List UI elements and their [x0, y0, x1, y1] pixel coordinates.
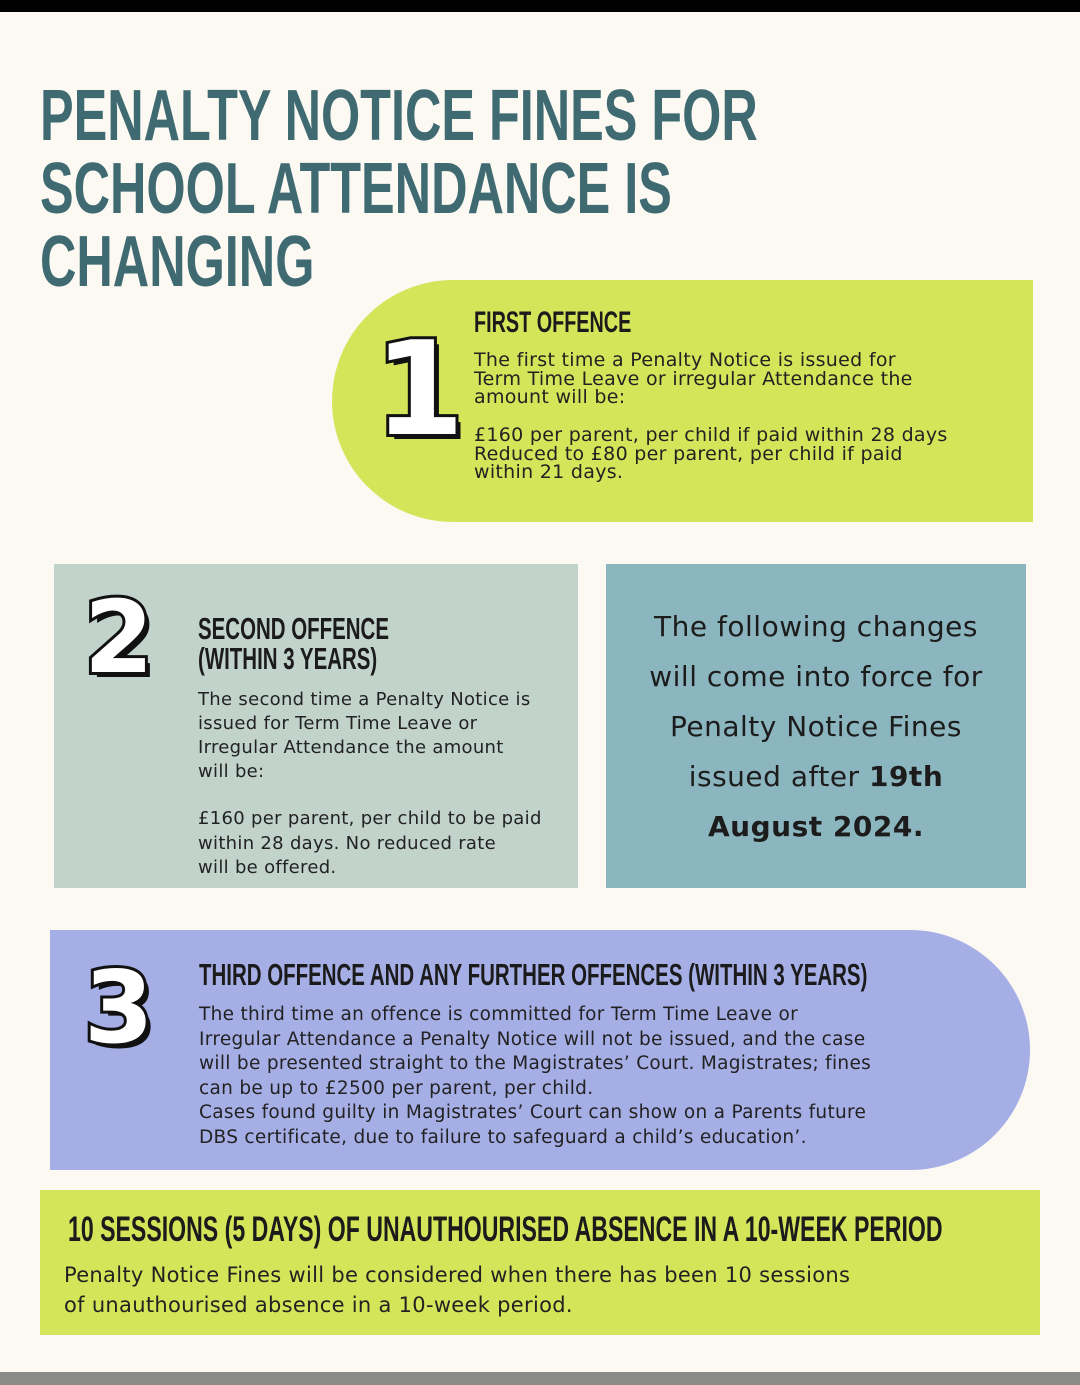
text-line: Cases found guilty in Magistrates’ Court can show on a Parents future: [199, 1102, 867, 1123]
heading-text: SECOND OFFENCE: [198, 611, 389, 646]
text-line: [606, 802, 1026, 852]
heading-text: THIRD OFFENCE AND ANY FURTHER OFFENCES (WITHIN 3 YEARS): [199, 957, 868, 992]
text-line: within 21 days.: [474, 461, 624, 483]
title-line: CHANGING: [40, 222, 315, 302]
third-offence-panel: [50, 930, 1030, 1170]
text-line: Penalty Notice Fines: [669, 710, 962, 743]
text-line: The third time an offence is committed for Term Time Leave or: [199, 1004, 798, 1025]
first-offence-intro: [474, 351, 1024, 407]
text-line: The first time a Penalty Notice is issued for: [474, 349, 896, 371]
effective-date-day: 19th: [868, 760, 944, 793]
text-line: will be:: [198, 761, 265, 782]
second-offence-panel: [54, 564, 578, 888]
number-two-badge: 2: [84, 579, 154, 696]
title-line: PENALTY NOTICE FINES FOR: [40, 76, 758, 156]
sessions-text: [64, 1260, 1034, 1320]
text-line: amount will be:: [474, 386, 626, 408]
text-line: will be offered.: [198, 857, 337, 878]
text-line: will be presented straight to the Magistrates’ Court. Magistrates; fines: [199, 1053, 872, 1074]
heading-text: FIRST OFFENCE: [474, 306, 632, 339]
text-line: Term Time Leave or irregular Attendance the: [474, 367, 913, 390]
text-line: within 28 days. No reduced rate: [198, 832, 496, 854]
page-title: [40, 76, 1065, 302]
text-line: [606, 752, 1026, 802]
text-line: £160 per parent, per child to be paid: [198, 808, 542, 829]
text-line: of unauthourised absence in a 10-week period.: [64, 1293, 573, 1317]
first-offence-panel: [332, 280, 1033, 522]
text-line: DBS certificate, due to failure to safeguard a child’s education’.: [199, 1126, 807, 1148]
text-fragment: issued after: [688, 760, 869, 793]
first-offence-heading: [474, 306, 712, 340]
second-offence-amount: [198, 807, 588, 881]
sessions-panel: [40, 1190, 1040, 1335]
heading-text: (WITHIN 3 YEARS): [198, 641, 378, 676]
text-line: The following changes: [654, 610, 978, 643]
heading-text: 10 SESSIONS (5 DAYS) OF UNAUTHOURISED ABSENCE IN A 10-WEEK PERIOD: [68, 1210, 943, 1249]
number-three-badge: 3: [84, 949, 154, 1066]
title-line: SCHOOL ATTENDANCE IS: [40, 149, 672, 229]
second-offence-heading: [198, 611, 487, 676]
text-line: The second time a Penalty Notice is: [198, 689, 531, 710]
text-line: Penalty Notice Fines will be considered when there has been 10 sessions: [64, 1263, 851, 1287]
text-line: Reduced to £80 per parent, per child if paid: [474, 442, 903, 465]
first-offence-amount: [474, 426, 1024, 482]
announcement-panel: [606, 564, 1026, 888]
second-offence-intro: [198, 688, 588, 784]
effective-date-month-year: August 2024.: [708, 810, 924, 843]
number-one-badge: 1: [374, 313, 465, 465]
text-line: Irregular Attendance the amount: [198, 737, 504, 758]
text-line: £160 per parent, per child if paid within 28 days: [474, 424, 948, 446]
text-line: can be up to £2500 per parent, per child.: [199, 1077, 594, 1099]
text-line: issued for Term Time Leave or: [198, 713, 478, 734]
top-bar: [0, 0, 1080, 12]
sessions-heading: [68, 1210, 1080, 1250]
third-offence-text: [199, 1003, 999, 1150]
bottom-bar: [0, 1372, 1080, 1385]
text-line: will come into force for: [649, 660, 983, 693]
announcement-text: [606, 602, 1026, 852]
third-offence-heading: [199, 957, 1080, 993]
text-line: Irregular Attendance a Penalty Notice will not be issued, and the case: [199, 1028, 866, 1050]
